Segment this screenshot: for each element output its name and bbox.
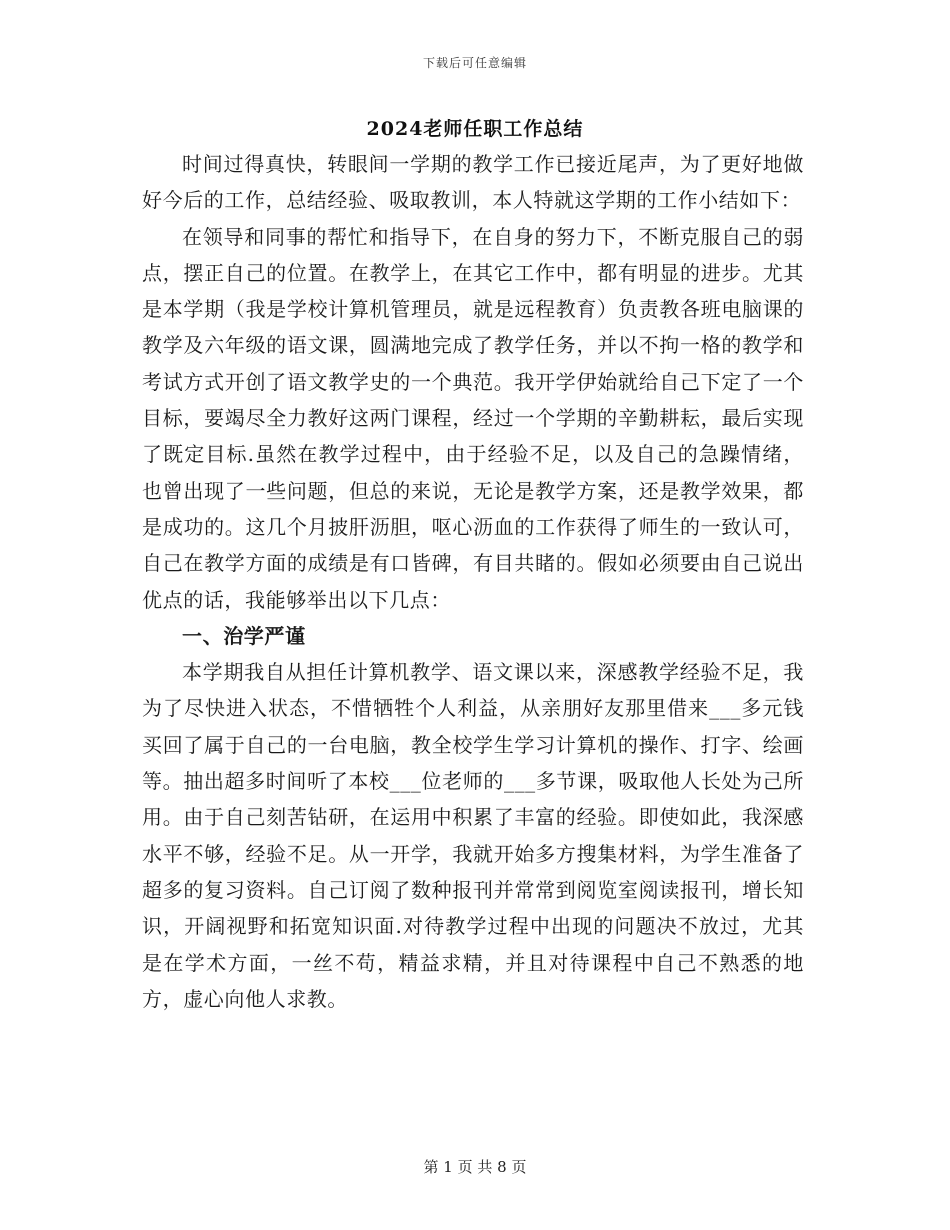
body-paragraph: 在领导和同事的帮忙和指导下，在自身的努力下，不断克服自己的弱点，摆正自己的位置。在教学上，在其它工作中，都有明显的进步。尤其是本学期（我是学校计算机管理员，就是远程教育）负责教各班电脑课的教学及六年级的语文课，圆满地完成了教学任务，并以不拘一格的教学和考试方式开创了语文教学史的一个典范。我开学伊始就给自己下定了一个目标，要竭尽全力教好这两门课程，经过一个学期的辛勤耕耘，最后实现了既定目标.虽然在教学过程中，由于经验不足，以及自己的急躁情绪，也曾出现了一些问题，但总的来说，无论是教学方案，还是教学效果，都是成功的。这几个月披肝沥胆，呕心沥血的工作获得了师生的一致认可，自己在教学方面的成绩是有口皆碑，有目共睹的。假如必须要由自己说出优点的话，我能够举出以下几点： bbox=[142, 224, 804, 612]
section-heading: 一、治学严谨 bbox=[182, 623, 306, 648]
section-paragraph: 本学期我自从担任计算机教学、语文课以来，深感教学经验不足，我为了尽快进入状态，不惜牺牲个人利益，从亲朋好友那里借来___多元钱买回了属于自己的一台电脑，教全校学生学习计算机的操作、打字、绘画等。抽出超多时间听了本校___位老师的___多节课，吸取他人长处为己所用。由于自己刻苦钻研，在运用中积累了丰富的经验。即使如此，我深感水平不够，经验不足。从一开学，我就开始多方搜集材料，为学生准备了超多的复习资料。自己订阅了数种报刊并常常到阅览室阅读报刊，增长知识，开阔视野和拓宽知识面.对待教学过程中出现的问题决不放过，尤其是在学术方面，一丝不苟，精益求精，并且对待课程中自己不熟悉的地方，虚心向他人求教。 bbox=[142, 660, 804, 1011]
page-number-footer: 第 1 页 共 8 页 bbox=[423, 1158, 527, 1176]
document-body bbox=[142, 146, 804, 1017]
header-note: 下载后可任意编辑 bbox=[422, 56, 527, 70]
intro-paragraph: 时间过得真快，转眼间一学期的教学工作已接近尾声，为了更好地做好今后的工作，总结经验、吸取教训，本人特就这学期的工作小结如下： bbox=[142, 152, 804, 213]
document-title: 2024老师任职工作总结 bbox=[366, 118, 584, 140]
